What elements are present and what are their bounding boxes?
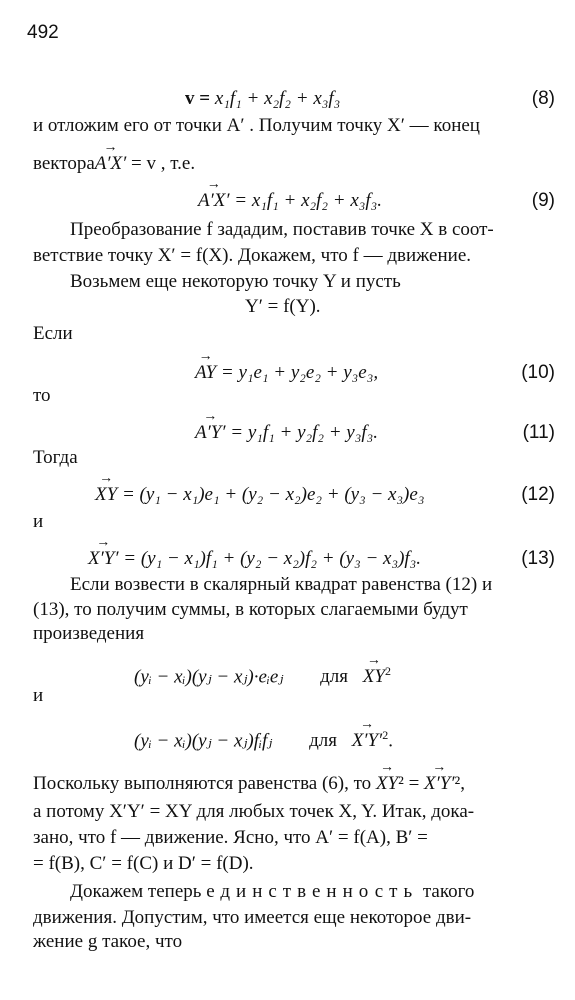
p5-prefix: Поскольку выполняются равенства (6), то xyxy=(33,773,376,794)
p5-end: ², xyxy=(454,773,465,794)
prod1-vec: → XY xyxy=(363,664,385,690)
eq13-lhs: → X′Y′ xyxy=(88,546,119,572)
paragraph-2-line-2: ветствие точку X′ = f(X). Докажем, что f — движение. xyxy=(33,245,472,266)
p6-prefix: Докажем теперь xyxy=(70,881,207,902)
prod2-for: для xyxy=(309,730,337,752)
eq9-lhs: → A′X′ xyxy=(198,188,230,214)
equation-11-number: (11) xyxy=(522,422,555,443)
word-then2: Тогда xyxy=(33,447,78,468)
paragraph-4-line-2: (13), то получим суммы, в которых слагаемыми будут xyxy=(33,599,468,620)
paragraph-6-line-3: жение g такое, что xyxy=(33,931,183,952)
equation-12-number: (12) xyxy=(521,484,555,505)
paragraph-5-line-1 xyxy=(33,772,557,796)
p6-spaced: единственность xyxy=(206,881,419,902)
eq10-rhs: = y₁e₁ + y₂e₂ + y₃e₃, xyxy=(216,362,379,383)
eq13-rhs: = (y₁ − x₁)f₁ + (y₂ − x₂)f₂ + (y₃ − x₃)f₃. xyxy=(118,548,422,569)
paragraph-5-line-3: зано, что f — движение. Ясно, что A′ = f(A), B′ = xyxy=(33,827,428,848)
equation-y: Y′ = f(Y). xyxy=(245,296,321,317)
equation-8 xyxy=(185,86,340,112)
p5-vec1: → XY xyxy=(376,772,398,796)
page-number: 492 xyxy=(27,22,59,43)
eq10-lhs: → AY xyxy=(195,360,216,386)
word-and-2: и xyxy=(33,685,44,706)
prod1-for: для xyxy=(320,666,349,688)
equation-11 xyxy=(195,420,378,446)
p1-line2-suffix: = v , т.е. xyxy=(126,153,196,174)
p5-vec2: → X′Y′ xyxy=(424,772,455,796)
paragraph-1-line-1: и отложим его от точки A′ . Получим точку X′ — конец xyxy=(33,115,480,136)
eq12-rhs: = (y₁ − x₁)e₁ + (y₂ − x₂)e₂ + (y₃ − x₃)e₃ xyxy=(117,484,425,505)
eq11-lhs: → A′Y′ xyxy=(195,420,226,446)
paragraph-6-line-2: движения. Допустим, что имеется еще некоторое дви- xyxy=(33,907,472,928)
prod2-end: . xyxy=(388,730,393,752)
paragraph-6-line-1 xyxy=(70,880,557,904)
prod2-power: 2 xyxy=(382,728,389,742)
p1-line2-prefix: вектора xyxy=(33,153,95,174)
paragraph-3-line-1: Возьмем еще некоторую точку Y и пусть xyxy=(70,271,401,292)
eq11-rhs: = y₁f₁ + y₂f₂ + y₃f₃. xyxy=(225,422,378,443)
p5-mid: ² = xyxy=(398,773,425,794)
paragraph-4-line-3: произведения xyxy=(33,623,145,644)
prod2-vec: → X′Y′ xyxy=(352,728,383,754)
paragraph-5-line-2: а потому X′Y′ = XY для любых точек X, Y. Итак, дока- xyxy=(33,801,475,822)
paragraph-4-line-1: Если возвести в скалярный квадрат равенства (12) и xyxy=(70,574,493,595)
p1-vector: → A′X′ xyxy=(95,152,127,176)
eq12-lhs: → XY xyxy=(95,482,117,508)
equation-12 xyxy=(95,482,424,508)
equation-9-number: (9) xyxy=(531,190,555,211)
equation-8-number: (8) xyxy=(531,88,555,109)
prod1-expr: (yᵢ − xᵢ)(yⱼ − xⱼ)·eᵢeⱼ xyxy=(134,666,284,688)
prod1-power: 2 xyxy=(384,664,391,678)
word-then: то xyxy=(33,385,51,406)
eq9-rhs: = x₁f₁ + x₂f₂ + x₃f₃. xyxy=(229,190,383,211)
equation-10-number: (10) xyxy=(521,362,555,383)
prod2-expr: (yᵢ − xᵢ)(yⱼ − xⱼ)fᵢfⱼ xyxy=(134,730,273,752)
equation-10 xyxy=(195,360,378,386)
equation-13 xyxy=(88,546,421,572)
eq8-rhs: x₁f₁ + x₂f₂ + x₃f₃ xyxy=(214,88,341,109)
paragraph-2-line-1: Преобразование f зададим, поставив точке X в соот- xyxy=(70,219,494,240)
eq8-lhs: v = xyxy=(185,88,215,109)
paragraph-1-line-2 xyxy=(33,152,557,176)
p6-suffix: такого xyxy=(418,881,475,902)
product-2 xyxy=(134,722,393,754)
paragraph-5-line-4: = f(B), C′ = f(C) и D′ = f(D). xyxy=(33,853,254,874)
word-if: Если xyxy=(33,323,73,344)
word-and: и xyxy=(33,511,44,532)
equation-9 xyxy=(198,188,382,214)
equation-13-number: (13) xyxy=(521,548,555,569)
